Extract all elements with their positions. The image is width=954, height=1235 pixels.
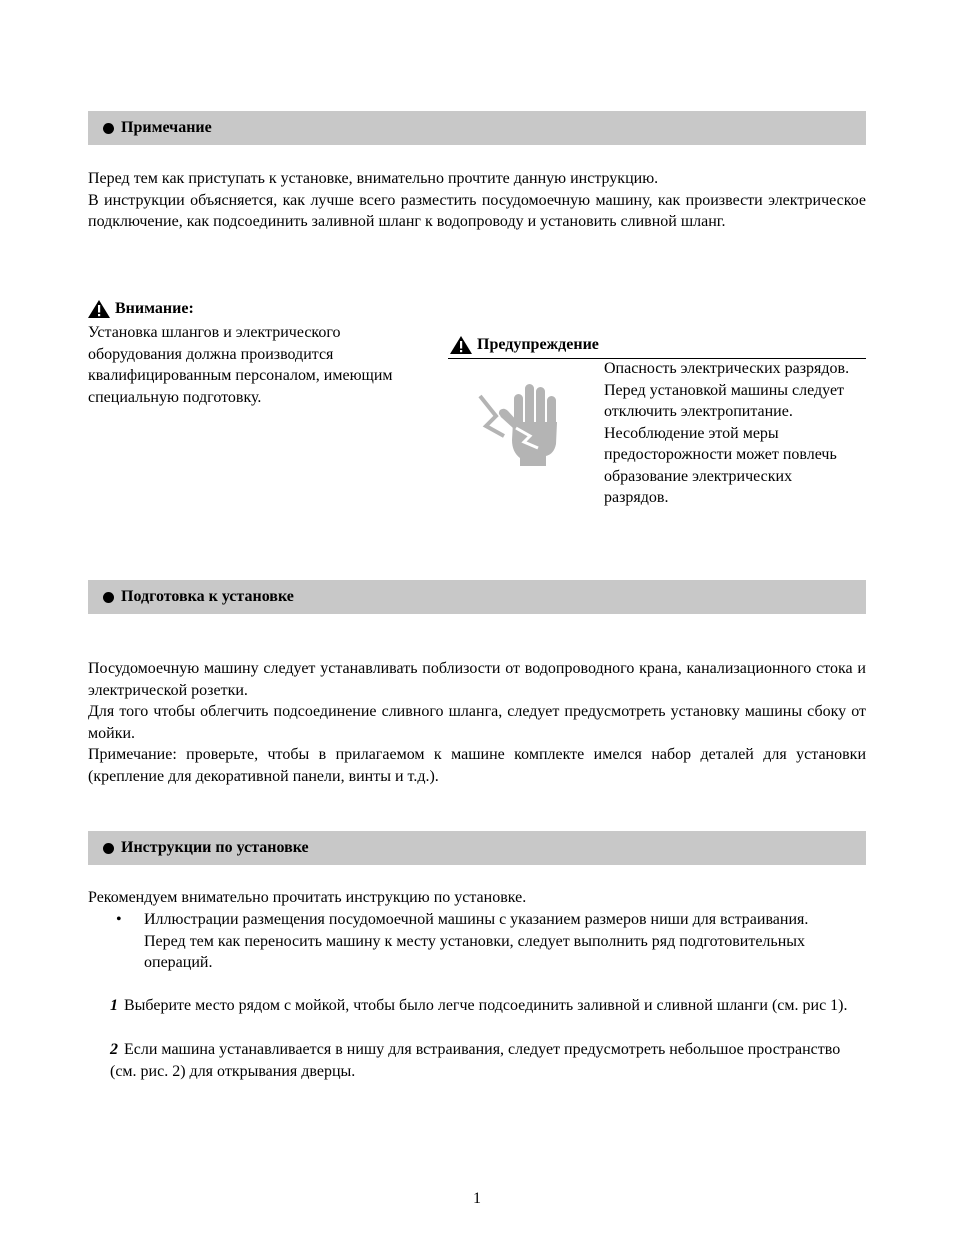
attention-text: Установка шлангов и электрического оборудования должна производится квалифицированным персоналом, имеющим специальную подготовку. [88, 324, 393, 406]
item-text: Если машина устанавливается в нишу для встраивания, следует предусмотреть небольшое пространство (см. рис. 2) для открывания дверцы. [110, 1041, 841, 1080]
warning-heading [450, 336, 599, 354]
section-header-instructions [88, 831, 866, 865]
instructions-intro: Рекомендуем внимательно прочитать инструкцию по установке. [88, 889, 527, 906]
bullet-dot-icon: • [116, 911, 122, 928]
item-text: Выберите место рядом с мойкой, чтобы было легче подсоединить заливной и сливной шланги (см. рис 1). [124, 997, 848, 1014]
bullet-dot-icon [103, 592, 114, 603]
electric-shock-hand-icon [476, 378, 572, 468]
warning-triangle-icon [450, 336, 472, 354]
note-paragraph [88, 168, 866, 233]
bullet-dot-icon [103, 123, 114, 134]
numbered-item-1 [110, 995, 860, 1017]
bullet-dot-icon [103, 843, 114, 854]
preparation-paragraph [88, 658, 866, 787]
note-text-2: В инструкции объясняется, как лучше всего разместить посудомоечную машину, как произвести электрическое подключение, как подсоединить заливной шланг к водопроводу и установить сливной шланг. [88, 191, 866, 230]
warning-triangle-icon [88, 300, 110, 318]
section-title: Инструкции по установке [121, 839, 309, 856]
section-title: Примечание [121, 119, 212, 136]
section-header-preparation [88, 580, 866, 614]
page-number: 1 [473, 1190, 481, 1207]
section-header-note [88, 111, 866, 145]
preparation-text-3: Примечание: проверьте, чтобы в прилагаемом к машине комплекте имелся набор деталей для установки (крепление для декоративной панели, винты и т.д.). [88, 746, 866, 785]
attention-title: Внимание: [115, 300, 194, 317]
item-number: 2 [110, 1041, 118, 1058]
attention-heading [88, 300, 194, 318]
note-text-1: Перед тем как приступать к установке, внимательно прочтите данную инструкцию. [88, 170, 659, 187]
bullet-text: Иллюстрации размещения посудомоечной машины с указанием размеров ниши для встраивания. Перед тем как переносить машину к месту установки, следует выполнить ряд подготовительных операций. [144, 911, 809, 971]
item-number: 1 [110, 997, 118, 1014]
section-title: Подготовка к установке [121, 588, 294, 605]
preparation-text-2: Для того чтобы облегчить подсоединение сливного шланга, следует предусмотреть установку машины сбоку от мойки. [88, 703, 866, 742]
numbered-item-2 [110, 1039, 860, 1082]
warning-text [604, 358, 854, 509]
warning-text-1: Опасность электрических разрядов. [604, 360, 850, 377]
warning-text-3: Несоблюдение этой меры предосторожности может повлечь образование электрических разрядов. [604, 424, 837, 506]
warning-text-2: Перед установкой машины следует отключить электропитание. [604, 381, 845, 420]
preparation-text-1: Посудомоечную машину следует устанавливать поблизости от водопроводного крана, канализационного стока и электрической розетки. [88, 660, 866, 699]
warning-title: Предупреждение [477, 336, 599, 353]
